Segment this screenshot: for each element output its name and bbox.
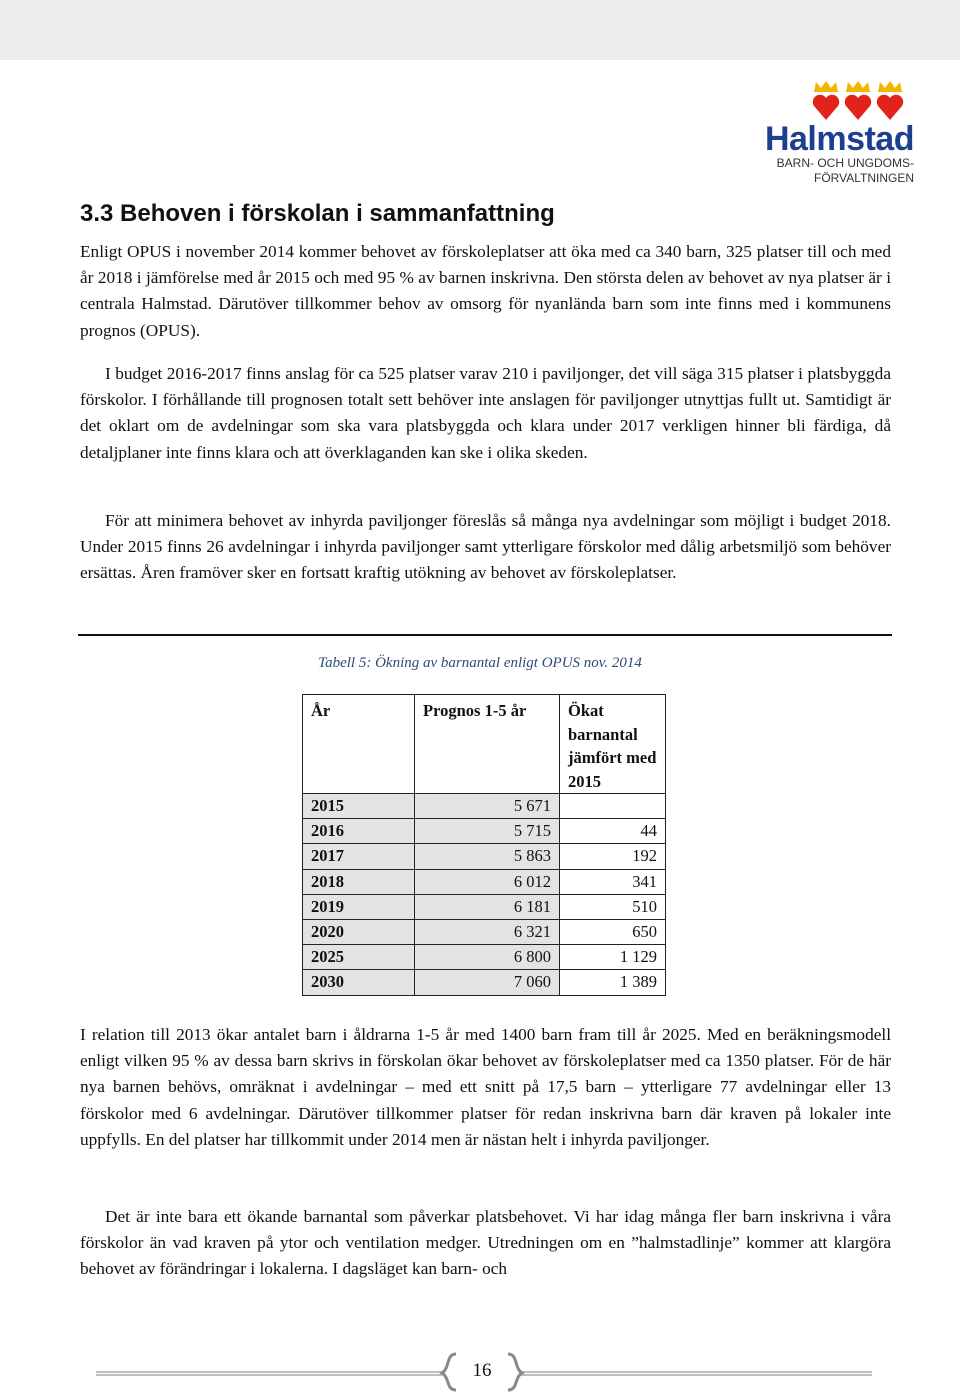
page-number: 16 <box>472 1360 492 1381</box>
cell-year: 2019 <box>303 894 415 919</box>
forecast-table <box>302 694 666 996</box>
cell-prognos: 5 863 <box>415 844 560 869</box>
cell-okat: 341 <box>560 869 666 894</box>
cell-prognos: 6 800 <box>415 945 560 970</box>
cell-prognos: 6 321 <box>415 919 560 944</box>
table-row <box>303 894 666 919</box>
cell-prognos: 6 012 <box>415 869 560 894</box>
cell-year: 2016 <box>303 819 415 844</box>
table-row <box>303 945 666 970</box>
cell-year: 2025 <box>303 945 415 970</box>
cell-prognos: 6 181 <box>415 894 560 919</box>
cell-prognos: 5 715 <box>415 819 560 844</box>
logo-dept-line2: FÖRVALTNINGEN <box>813 171 914 185</box>
logo-dept-line1: BARN- OCH UNGDOMS- <box>776 156 914 170</box>
header-okat: Ökat barnantal jämfört med 2015 <box>560 695 666 794</box>
cell-okat: 510 <box>560 894 666 919</box>
cell-okat: 650 <box>560 919 666 944</box>
cell-prognos: 7 060 <box>415 970 560 995</box>
cell-okat: 1 129 <box>560 945 666 970</box>
paragraph-5: Det är inte bara ett ökande barnantal som påverkar platsbehovet. Vi har idag många fler barn inskrivna i våra förskolor än vad kraven på ytor och ventilation medger. Utredningen om en ”halmstadlinje” kommer att klargöra behovet av förändringar i lokalerna. I dagsläget kan barn- och <box>80 1207 891 1279</box>
table-row <box>303 869 666 894</box>
halmstad-logo <box>754 80 914 186</box>
cell-year: 2030 <box>303 970 415 995</box>
table-row <box>303 919 666 944</box>
hearts-crowns-icon <box>810 80 910 122</box>
cell-okat: 192 <box>560 844 666 869</box>
section-heading: 3.3 Behoven i förskolan i sammanfattning <box>80 200 555 227</box>
cell-okat <box>560 794 666 819</box>
header-year: År <box>303 695 415 794</box>
paragraph-4: I relation till 2013 ökar antalet barn i åldrarna 1-5 år med 1400 barn fram till år 2025. Med en beräkningsmodell enligt vilken 95 % av dessa barn skrivs in förskolan ökar behovet av förskoleplatser med ca 1350 platser. För de här nya barnen behövs, omräknat i avdelningar – med ett snitt på 17,5 barn – ytterligare 77 avdelningar eller 13 förskolor med 6 avdelningar. Därutöver tillkommer platser för redan inskrivna barn där kraven på lokaler inte uppfylls. En del platser har tillkommit under 2014 men är nästan helt i inhyrda paviljonger. <box>80 1025 891 1149</box>
table-caption: Tabell 5: Ökning av barnantal enligt OPUS nov. 2014 <box>318 655 642 671</box>
logo-name: Halmstad <box>764 120 914 158</box>
cell-year: 2017 <box>303 844 415 869</box>
cell-okat: 1 389 <box>560 970 666 995</box>
paragraph-2: I budget 2016-2017 finns anslag för ca 525 platser varav 210 i paviljonger, det vill säga 315 platser i platsbyggda förskolor. I förhållande till prognosen totalt sett behöver inte anslagen för paviljonger utnyttjas fullt ut. Samtidigt är det oklart om de avdelningar som ska vara platsbyggda och klara under 2017 verkligen hinner bli färdiga, då detaljplaner inte finns klara och att överklaganden kan ske i olika skeden. <box>80 364 891 462</box>
table-row <box>303 794 666 819</box>
table-row <box>303 819 666 844</box>
cell-year: 2018 <box>303 869 415 894</box>
cell-year: 2015 <box>303 794 415 819</box>
horizontal-rule <box>78 634 892 636</box>
cell-prognos: 5 671 <box>415 794 560 819</box>
paragraph-3: För att minimera behovet av inhyrda paviljonger föreslås så många nya avdelningar som möjligt i budget 2018. Under 2015 finns 26 avdelningar i inhyrda paviljonger samt ytterligare förskolor med dålig arbetsmiljö som behöver ersättas. Åren framöver sker en fortsatt kraftig utökning av behovet av förskoleplatser. <box>80 511 891 583</box>
paragraph-1: Enligt OPUS i november 2014 kommer behovet av förskoleplatser att öka med ca 340 barn, 325 platser till och med år 2018 i jämförelse med år 2015 och med 95 % av barnen inskrivna. Den största delen av behovet av nya platser är i centrala Halmstad. Därutöver tillkommer behov av omsorg för nyanlända barn som inte finns med i kommunens prognos (OPUS). <box>80 242 891 340</box>
table-row <box>303 970 666 995</box>
table-row <box>303 844 666 869</box>
table-header-row <box>303 695 666 794</box>
top-gray-band <box>0 0 960 60</box>
header-prognos: Prognos 1-5 år <box>415 695 560 794</box>
cell-year: 2020 <box>303 919 415 944</box>
cell-okat: 44 <box>560 819 666 844</box>
page-footer <box>0 1352 960 1392</box>
